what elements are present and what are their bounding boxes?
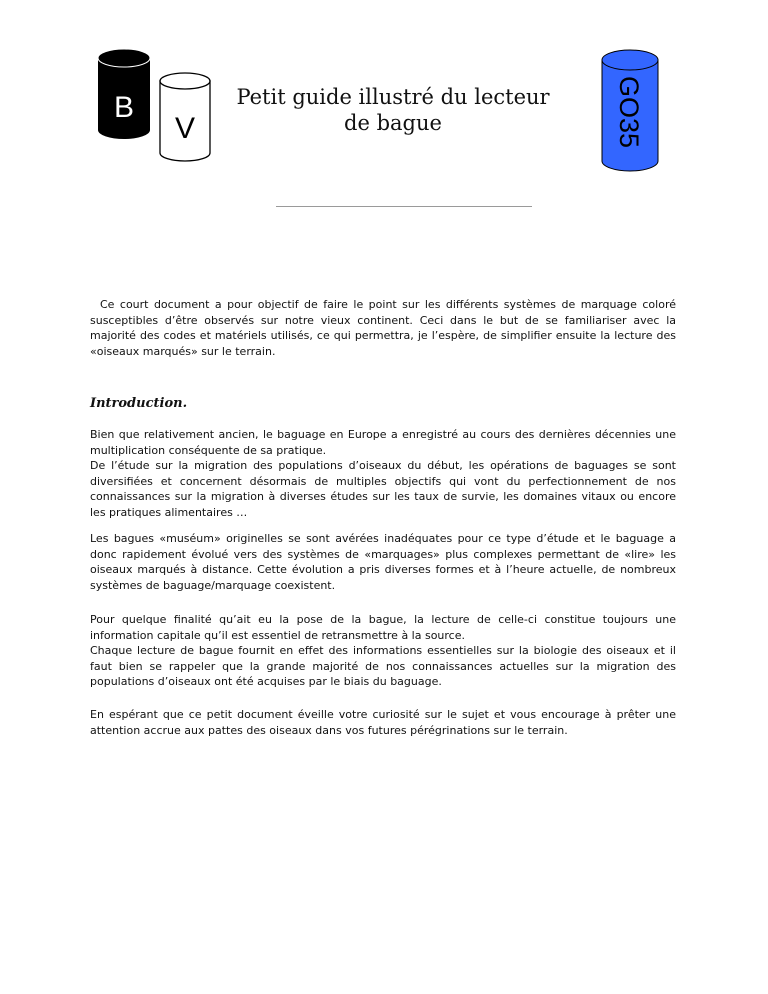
- title-line-2: de bague: [344, 111, 442, 135]
- blue-ring-label: GO35: [614, 75, 644, 149]
- blue-ring-icon: [602, 50, 658, 171]
- intro-paragraph-1: [90, 427, 676, 521]
- intro-paragraph-2: [90, 531, 676, 593]
- intro-paragraph-3: [90, 612, 676, 690]
- white-ring-icon: [160, 73, 210, 161]
- intro-paragraph-4: [90, 707, 676, 738]
- paragraph-line: Bien que relativement ancien, le baguage en Europe a enregistré au cours des dernières décennies une multiplication conséquente de sa pratique.: [90, 428, 676, 457]
- paragraph-line: En espérant que ce petit document éveille votre curiosité sur le sujet et vous encourage à prêter une attention accrue aux pattes des oiseaux dans vos futures pérégrinations sur le terrain.: [90, 708, 676, 737]
- paragraph-line: Pour quelque finalité qu’ait eu la pose de la bague, la lecture de celle-ci constitue toujours une information capitale qu’il est essentiel de retransmettre à la source.: [90, 613, 676, 642]
- abstract-paragraph: Ce court document a pour objectif de faire le point sur les différents systèmes de marquage coloré susceptibles d’être observés sur notre vieux continent. Ceci dans le but de se familiariser avec la majorité des codes et matériels utilisés, ce qui permettra, je l’espère, de simplifier ensuite la lecture des «oiseaux marqués» sur le terrain.: [90, 298, 676, 358]
- paragraph-line: Chaque lecture de bague fournit en effet des informations essentielles sur la biologie des oiseaux et il faut bien se rappeler que la grande majorité de nos connaissances actuelles sur la migration des populations d’oiseaux ont été acquises par le biais du baguage.: [90, 644, 676, 689]
- title-line-1: Petit guide illustré du lecteur: [236, 85, 550, 109]
- paragraph-line: Les bagues «muséum» originelles se sont avérées inadéquates pour ce type d’étude et le baguage a donc rapidement évolué vers des systèmes de «marquages» plus complexes permettant de «lire» les oiseaux marqués à distance. Cette évolution a pris diverses formes et à l’heure actuelle, de nombreux systèmes de baguage/marquage coexistent.: [90, 532, 676, 592]
- black-ring-label: B: [113, 91, 135, 124]
- page-title: [228, 84, 558, 136]
- paragraph-line: De l’étude sur la migration des populations d’oiseaux du début, les opérations de baguages se sont diversifiées et concernent désormais de multiples objectifs qui vont du perfectionnement de nos connaissances sur la migration à diverses études sur les taux de survie, les domaines vitaux ou encore les pratiques alimentaires …: [90, 459, 676, 519]
- title-divider: [276, 206, 532, 207]
- black-ring-icon: [98, 49, 150, 139]
- section-heading-introduction: Introduction.: [90, 396, 188, 411]
- white-ring-label: V: [174, 112, 196, 145]
